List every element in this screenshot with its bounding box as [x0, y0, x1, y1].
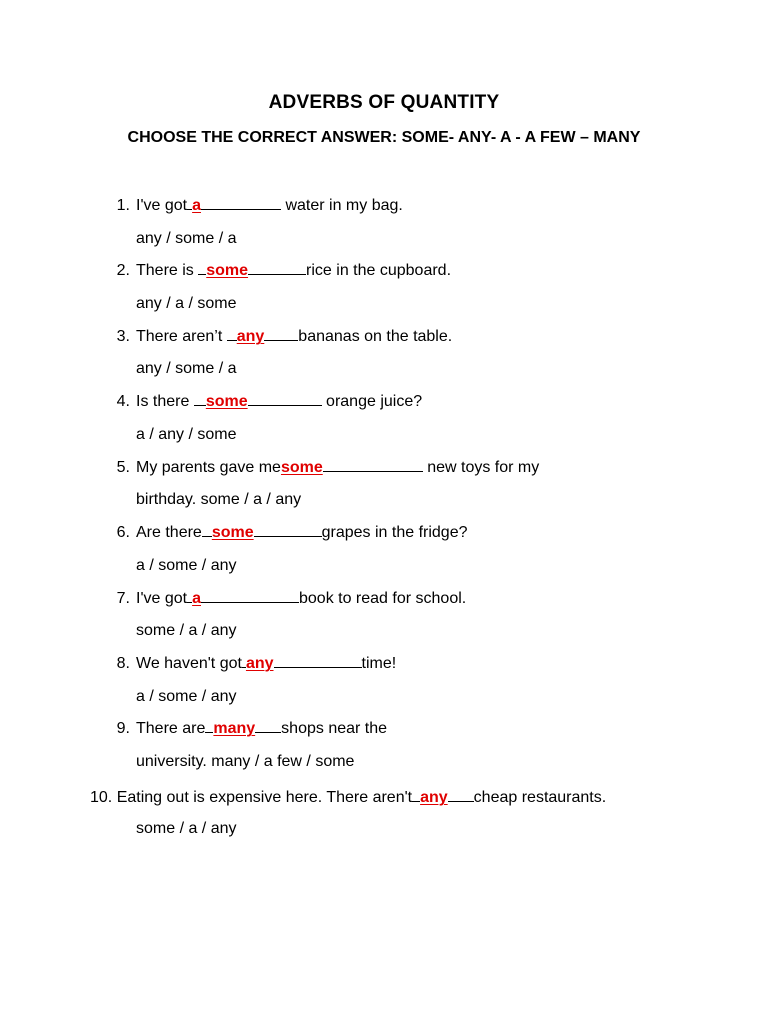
answer-options: any / some / a	[136, 360, 237, 377]
question-line	[136, 197, 403, 215]
question-text: cheap restaurants.	[473, 789, 607, 806]
question-text: orange juice?	[321, 393, 423, 410]
answer-word: some	[211, 524, 254, 541]
answer-blank	[248, 272, 306, 275]
question-text: rice in the cupboard.	[306, 262, 452, 279]
answer-blank	[201, 600, 299, 603]
item-number: 2.	[116, 262, 130, 279]
answer-options: some / a / any	[136, 622, 237, 639]
answer-word: many	[213, 720, 256, 737]
question-line	[136, 720, 387, 738]
question-text: Is there	[136, 393, 194, 410]
answer-blank	[202, 534, 212, 537]
question-line	[136, 590, 466, 608]
question-text: Eating out is expensive here. There aren't	[116, 789, 413, 806]
question-text: I've got	[136, 590, 188, 607]
question-text: grapes in the fridge?	[321, 524, 468, 541]
question-text: I've got	[136, 197, 188, 214]
answer-options: birthday. some / a / any	[136, 491, 302, 508]
answer-word: any	[245, 655, 274, 672]
item-number: 1.	[116, 197, 130, 214]
question-line	[136, 459, 539, 477]
item-number: 4.	[116, 393, 130, 410]
question-text: bananas on the table.	[298, 328, 453, 345]
answer-blank	[264, 338, 298, 341]
answer-options: any / a / some	[136, 295, 237, 312]
answer-blank	[201, 207, 281, 210]
question-text: There is	[136, 262, 199, 279]
answer-options: a / any / some	[136, 426, 237, 443]
answer-word: some	[205, 393, 248, 410]
answer-blank	[248, 403, 322, 406]
answer-options: university. many / a few / some	[136, 753, 355, 770]
question-line	[136, 393, 422, 411]
answer-word: a	[192, 197, 201, 214]
item-number: 8.	[116, 655, 130, 672]
question-text: time!	[361, 655, 397, 672]
question-text: new toys for my	[422, 459, 540, 476]
answer-options: a / some / any	[136, 688, 237, 705]
answer-blank	[254, 534, 322, 537]
answer-word: some	[280, 459, 323, 476]
question-text: Are there	[136, 524, 202, 541]
question-text: We haven't got	[136, 655, 242, 672]
question-line	[136, 655, 396, 673]
answer-blank	[323, 469, 423, 472]
question-text: book to read for school.	[299, 590, 467, 607]
answer-blank	[274, 665, 362, 668]
question-text: shops near the	[281, 720, 388, 737]
question-text: water in my bag.	[281, 197, 403, 214]
item-number: 3.	[116, 328, 130, 345]
question-line	[136, 262, 451, 280]
item-number: 10.	[90, 789, 113, 806]
answer-blank	[255, 730, 281, 733]
answer-blank	[194, 403, 206, 406]
answer-blank	[412, 799, 420, 802]
answer-options: some / a / any	[136, 820, 237, 837]
question-line	[136, 524, 467, 542]
worksheet-title: ADVERBS OF QUANTITY	[268, 92, 500, 113]
item-number: 9.	[116, 720, 130, 737]
answer-word: some	[206, 262, 249, 279]
worksheet-instructions: CHOOSE THE CORRECT ANSWER: SOME- ANY- A - A FEW – MANY	[127, 129, 641, 146]
question-text: There are	[136, 720, 206, 737]
answer-options: a / some / any	[136, 557, 237, 574]
question-line	[136, 328, 452, 346]
answer-word: a	[192, 590, 201, 607]
item-number: 5.	[116, 459, 130, 476]
answer-options: any / some / a	[136, 230, 237, 247]
answer-blank	[227, 338, 237, 341]
answer-word: any	[236, 328, 265, 345]
question-line	[90, 789, 606, 807]
answer-blank	[448, 799, 474, 802]
question-text: My parents gave me	[136, 459, 281, 476]
answer-word: any	[420, 789, 448, 806]
question-text: There aren’t	[136, 328, 227, 345]
item-number: 7.	[116, 590, 130, 607]
item-number: 6.	[116, 524, 130, 541]
